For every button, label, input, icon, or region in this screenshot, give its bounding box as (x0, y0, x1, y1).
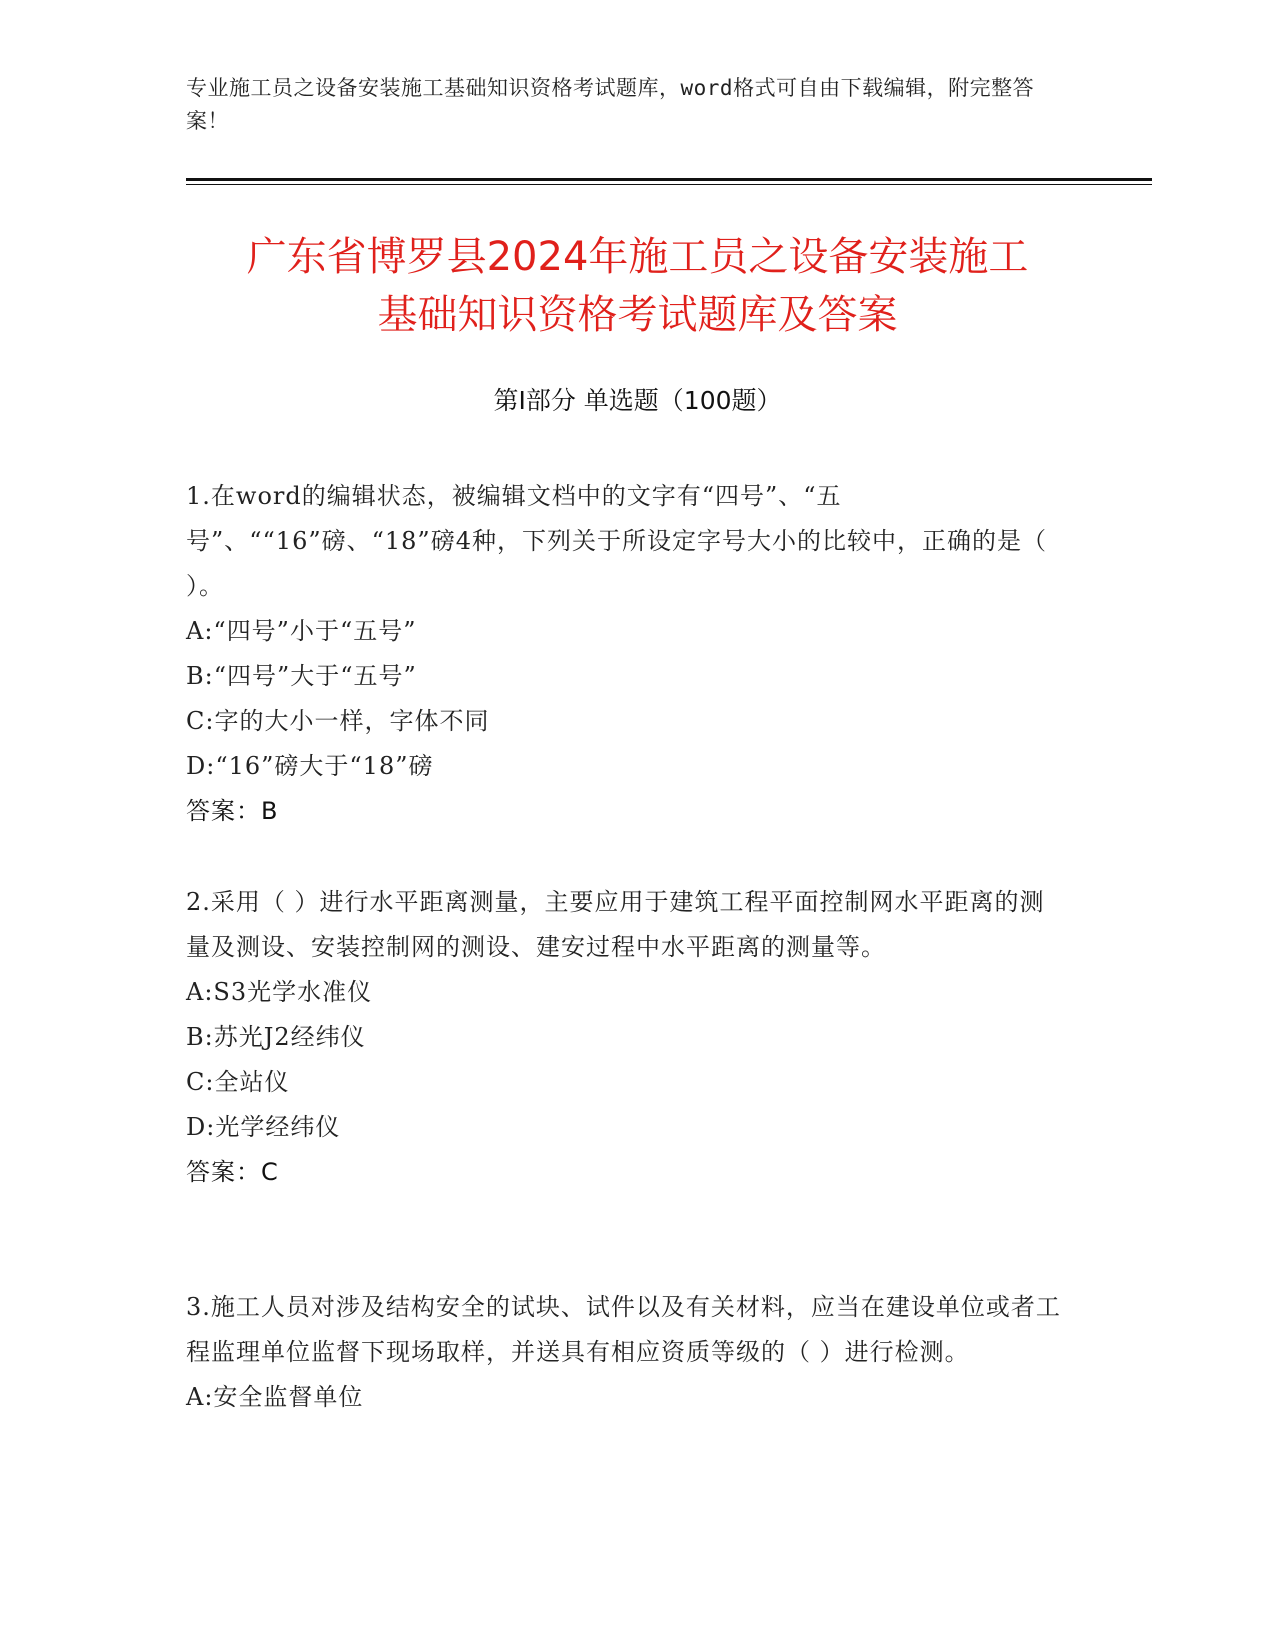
question-stem: 2.采用（ ）进行水平距离测量，主要应用于建筑工程平面控制网水平距离的测量及测设、安装控制网的测设、建安过程中水平距离的测量等。 (186, 888, 1045, 961)
question-block (186, 474, 1066, 834)
option-d: D:“16”磅大于“18”磅 (186, 752, 434, 780)
option-a: A:安全监督单位 (186, 1383, 364, 1411)
header-note: 专业施工员之设备安装施工基础知识资格考试题库，word格式可自由下载编辑，附完整答案！ (186, 76, 1035, 133)
title-line-2: 基础知识资格考试题库及答案 (377, 292, 898, 338)
option-c: C:全站仪 (186, 1068, 290, 1096)
question-block (186, 880, 1066, 1195)
question-block (186, 1285, 1066, 1420)
question-stem: 1.在word的编辑状态，被编辑文档中的文字有“四号”、“五号”、““16”磅、“18”磅4种，下列关于所设定字号大小的比较中，正确的是（ ）。 (186, 482, 1047, 600)
section-title: 第Ⅰ部分 单选题（100题） (493, 386, 782, 415)
option-b: B:苏光J2经纬仪 (186, 1023, 366, 1051)
document-title (150, 228, 1125, 344)
header-rule-thick (186, 178, 1152, 181)
question-stem: 3.施工人员对涉及结构安全的试块、试件以及有关材料，应当在建设单位或者工程监理单位监督下现场取样，并送具有相应资质等级的（ ）进行检测。 (186, 1293, 1061, 1366)
header-rule-thin (186, 184, 1152, 185)
answer-label: 答案：C (186, 1158, 279, 1186)
option-b: B:“四号”大于“五号” (186, 662, 417, 690)
answer-label: 答案：B (186, 797, 279, 825)
option-c: C:字的大小一样，字体不同 (186, 707, 490, 735)
option-a: A:“四号”小于“五号” (186, 617, 417, 645)
option-d: D:光学经纬仪 (186, 1113, 341, 1141)
option-a: A:S3光学水准仪 (186, 978, 373, 1006)
title-line-1: 广东省博罗县2024年施工员之设备安装施工 (246, 234, 1029, 280)
